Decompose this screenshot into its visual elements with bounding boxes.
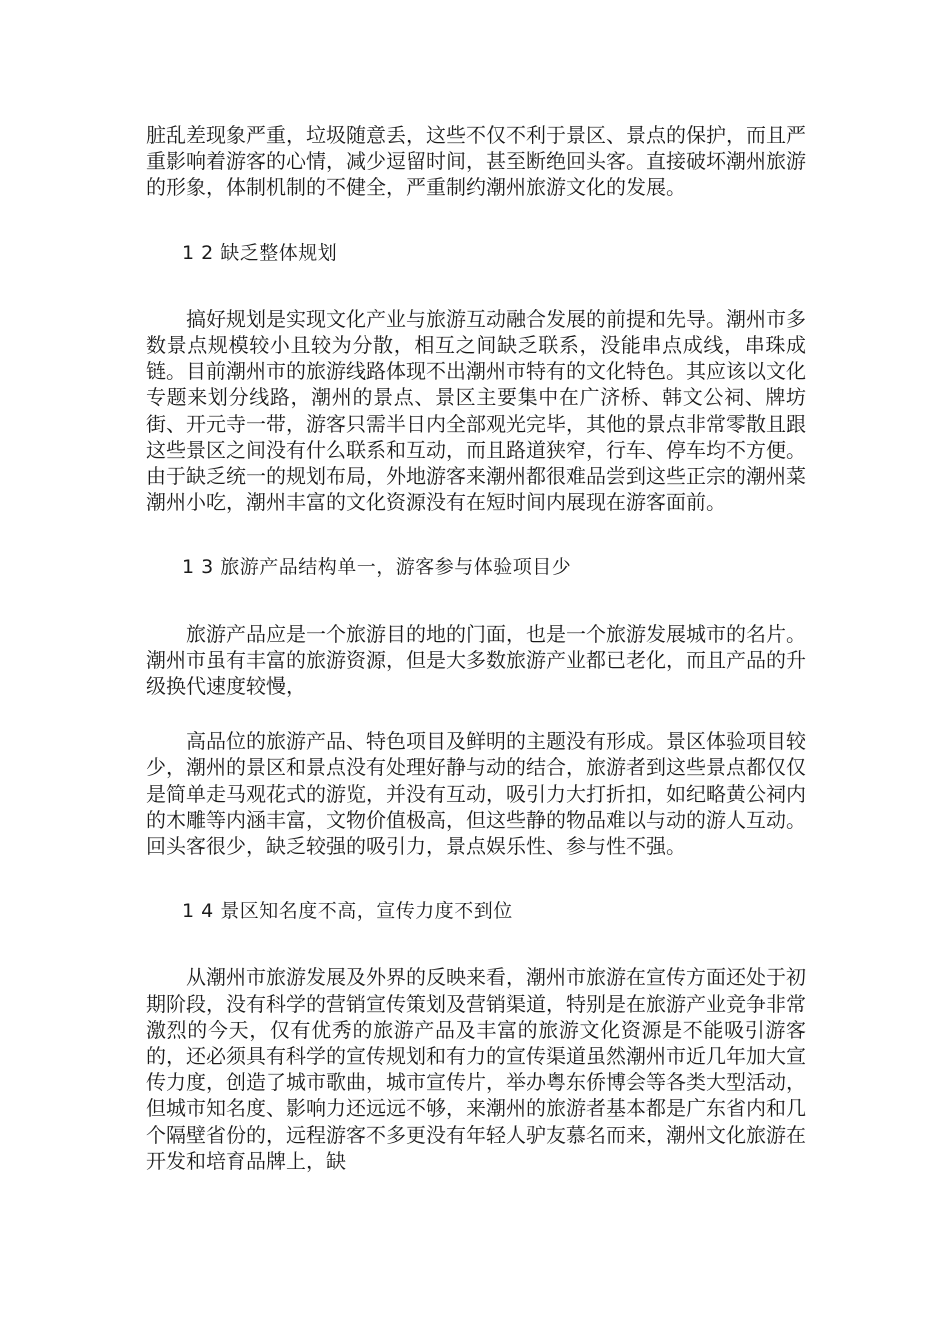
paragraph-experience: 高品位的旅游产品、特色项目及鲜明的主题没有形成。景区体验项目较少，潮州的景区和景点没有处理好静与动的结合，旅游者到这些景点都仅仅是简单走马观花式的游览，并没有互动，吸引力大打折扣，如纪略黄公祠内的木雕等内涵丰富，文物价值极高，但这些静的物品难以与动的游人互动。回头客很少，缺乏较强的吸引力，景点娱乐性、参与性不强。 <box>146 729 806 859</box>
section-heading-1-4: 1 4 景区知名度不高，宣传力度不到位 <box>182 900 513 923</box>
paragraph-planning: 搞好规划是实现文化产业与旅游互动融合发展的前提和先导。潮州市多数景点规模较小且较为分散，相互之间缺乏联系，没能串点成线，串珠成链。目前潮州市的旅游线路体现不出潮州市特有的文化特色。其应该以文化专题来划分线路，潮州的景点、景区主要集中在广济桥、韩文公祠、牌坊街、开元寺一带，游客只需半日内全部观光完毕，其他的景点非常零散且跟这些景区之间没有什么联系和互动，而且路道狭窄，行车、停车均不方便。由于缺乏统一的规划布局，外地游客来潮州都很难品尝到这些正宗的潮州菜潮州小吃，潮州丰富的文化资源没有在短时间内展现在游客面前。 <box>146 306 806 515</box>
paragraph-continuation: 脏乱差现象严重，垃圾随意丢，这些不仅不利于景区、景点的保护，而且严重影响着游客的心情，减少逗留时间，甚至断绝回头客。直接破坏潮州旅游的形象，体制机制的不健全，严重制约潮州旅游文化的发展。 <box>146 123 806 200</box>
section-heading-1-2: 1 2 缺乏整体规划 <box>182 241 338 264</box>
paragraph-products: 旅游产品应是一个旅游目的地的门面，也是一个旅游发展城市的名片。潮州市虽有丰富的旅游资源，但是大多数旅游产业都已老化，而且产品的升级换代速度较慢， <box>146 621 806 699</box>
paragraph-promotion: 从潮州市旅游发展及外界的反映来看，潮州市旅游在宣传方面还处于初期阶段，没有科学的营销宣传策划及营销渠道，特别是在旅游产业竞争非常激烈的今天，仅有优秀的旅游产品及丰富的旅游文化资源是不能吸引游客的，还必须具有科学的宣传规划和有力的宣传渠道虽然潮州市近几年加大宣传力度，创造了城市歌曲，城市宣传片，举办粤东侨博会等各类大型活动，但城市知名度、影响力还远远不够，来潮州的旅游者基本都是广东省内和几个隔壁省份的，远程游客不多更没有年轻人驴友慕名而来，潮州文化旅游在开发和培育品牌上，缺 <box>146 965 806 1173</box>
section-heading-1-3: 1 3 旅游产品结构单一，游客参与体验项目少 <box>182 556 572 579</box>
document-body <box>146 122 806 1174</box>
